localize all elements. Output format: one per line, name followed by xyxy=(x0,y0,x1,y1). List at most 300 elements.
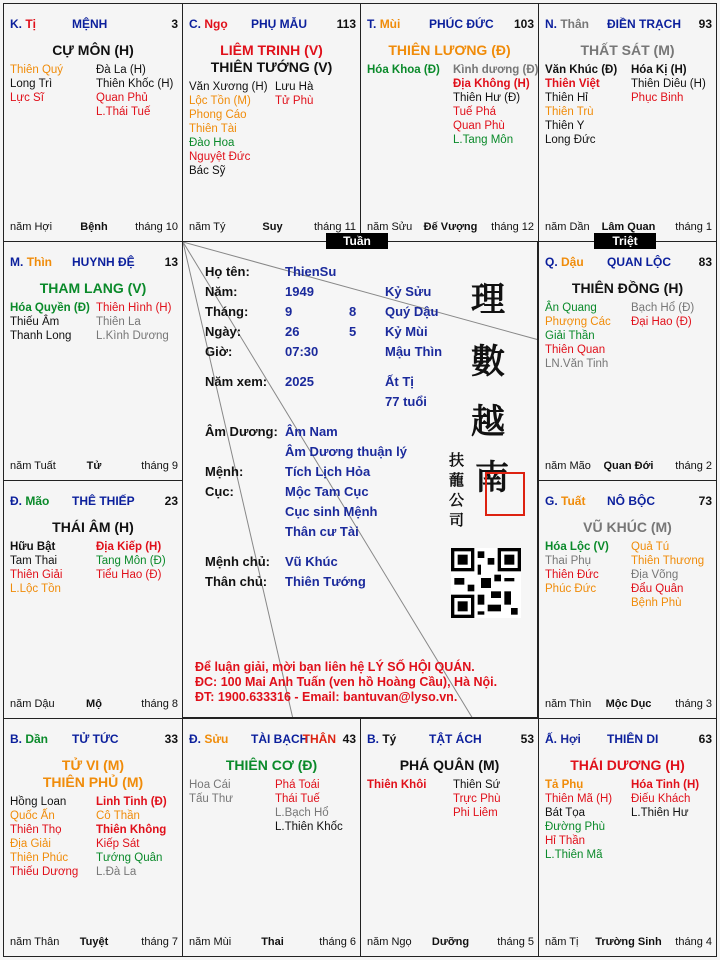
palace-name: PHỤ MẪU xyxy=(251,17,307,31)
minor-star: Thiên Khốc (H) xyxy=(96,78,174,90)
minor-star: Thiên Hình (H) xyxy=(96,302,172,314)
seal-char-2: 數 xyxy=(471,342,505,382)
hour-value: 07:30 xyxy=(285,344,319,359)
small-seal-column xyxy=(449,450,467,530)
palace-stage: Mộc Dục xyxy=(605,698,652,710)
small-seal-char: 司 xyxy=(449,511,465,529)
palace-stage: Tử xyxy=(86,460,102,472)
palace-stage: Suy xyxy=(262,221,283,233)
minor-star: Đại Hao (Đ) xyxy=(631,316,692,328)
minor-stars-left xyxy=(189,778,233,806)
minor-star: Thai Phụ xyxy=(545,555,592,567)
minor-stars-right xyxy=(631,540,704,610)
am-duong-value: Âm Nam xyxy=(285,424,338,439)
palace-number: 93 xyxy=(698,17,712,31)
main-star: THẤT SÁT (M) xyxy=(580,42,675,58)
minor-stars-right xyxy=(453,778,501,820)
month-can-chi: Quý Dậu xyxy=(385,304,439,319)
main-stars xyxy=(539,42,716,59)
minor-stars-left xyxy=(367,63,440,77)
than-chu-value: Thiên Tướng xyxy=(285,574,366,589)
minor-star: L.Tang Môn xyxy=(453,134,514,146)
minor-star: Địa Võng xyxy=(631,569,679,581)
minor-stars-left xyxy=(545,778,612,862)
minor-stars-left xyxy=(189,80,268,178)
palace-branch: N. Thân xyxy=(545,17,590,31)
minor-star: Thiên Thương xyxy=(631,555,705,567)
main-stars xyxy=(183,757,360,774)
palace-name: ĐIỀN TRẠCH xyxy=(607,17,681,31)
minor-star: Tả Phụ xyxy=(545,779,584,791)
minor-star: Tử Phù xyxy=(275,95,314,107)
main-star: THAM LANG (V) xyxy=(39,280,147,296)
minor-star: Thiên Việt xyxy=(545,78,600,90)
palace-name: TỬ TỨC xyxy=(72,732,119,746)
main-stars xyxy=(4,42,182,59)
main-stars xyxy=(539,519,716,536)
minor-star: Kiếp Sát xyxy=(96,838,140,850)
main-star: LIÊM TRINH (V) xyxy=(220,42,323,58)
minor-star: Cô Thần xyxy=(96,810,140,822)
palace-month: tháng 4 xyxy=(675,936,712,948)
minor-star: Đẩu Quân xyxy=(631,583,684,595)
minor-star: L.Lộc Tồn xyxy=(10,583,61,595)
minor-star: Tấu Thư xyxy=(189,793,233,805)
palace-footer xyxy=(367,221,534,235)
minor-star: L.Thiên Hư xyxy=(631,807,689,819)
palace-stage: Thai xyxy=(261,936,284,948)
palace-footer xyxy=(10,221,178,235)
palace-name: HUYNH ĐỆ xyxy=(72,255,135,269)
palace-year: năm Thân xyxy=(10,936,60,948)
minor-star: L.Thiên Mã xyxy=(545,849,603,861)
palace-name: TÀI BẠCH xyxy=(251,732,309,746)
minor-star: Thiên La xyxy=(96,316,141,328)
palace-footer xyxy=(545,936,712,950)
palace-stage: Đế Vượng xyxy=(423,221,478,233)
palace-dan xyxy=(3,718,183,957)
minor-star: Hồng Loan xyxy=(10,796,67,808)
month-label: Tháng: xyxy=(205,304,249,319)
tuan-tag: Tuần xyxy=(326,233,388,249)
minor-star: Hỉ Thần xyxy=(545,835,586,847)
minor-star: Lực Sĩ xyxy=(10,92,44,104)
small-seal-char: 蘢 xyxy=(449,471,465,489)
minor-star: Thanh Long xyxy=(10,330,72,342)
minor-stars-left xyxy=(545,63,617,147)
palace-header xyxy=(10,494,178,510)
minor-star: Phục Binh xyxy=(631,92,684,104)
palace-number: 113 xyxy=(336,17,356,31)
minor-star: Thiên Giải xyxy=(10,569,63,581)
palace-number: 43 xyxy=(342,732,356,746)
palace-thin xyxy=(3,241,183,481)
minor-star: Phong Cáo xyxy=(189,109,247,121)
main-stars xyxy=(4,519,182,536)
minor-star: Hữu Bật xyxy=(10,541,56,553)
hour-can-chi: Mậu Thìn xyxy=(385,344,443,359)
year-value: 1949 xyxy=(285,284,314,299)
minor-star: Long Đức xyxy=(545,134,596,146)
palace-number: 103 xyxy=(513,17,534,31)
minor-stars-left xyxy=(10,63,63,105)
palace-header xyxy=(545,732,712,748)
day-can-chi: Kỷ Mùi xyxy=(385,324,428,339)
palace-branch: C. Ngọ xyxy=(189,17,228,31)
minor-star: Thiên Tài xyxy=(189,123,237,135)
palace-branch: M. Thìn xyxy=(10,255,53,269)
small-seal-char: 公 xyxy=(449,491,465,509)
palace-ngo xyxy=(182,3,361,242)
minor-star: L.Bạch Hổ xyxy=(275,807,329,819)
minor-star: Tiểu Hao (Đ) xyxy=(96,569,162,581)
palace-header xyxy=(367,17,534,33)
palace-year: năm Tị xyxy=(545,936,579,948)
palace-month: tháng 3 xyxy=(675,698,712,710)
minor-star: Nguyệt Đức xyxy=(189,151,251,163)
minor-star: L.Thái Tuế xyxy=(96,106,151,118)
main-star: THÁI ÂM (H) xyxy=(52,519,134,535)
minor-star: Địa Giải xyxy=(10,838,51,850)
minor-star: Hóa Quyền (Đ) xyxy=(10,302,90,314)
main-star: THIÊN ĐỒNG (H) xyxy=(571,280,684,296)
view-year-can-chi: Ất Tị xyxy=(385,374,414,389)
minor-star: Phúc Đức xyxy=(545,583,597,595)
palace-branch: Đ. Mão xyxy=(10,494,50,508)
palace-name: TẬT ÁCH xyxy=(429,732,482,746)
palace-month: tháng 8 xyxy=(141,698,178,710)
palace-branch: T. Mùi xyxy=(367,17,401,31)
menh-value: Tích Lịch Hỏa xyxy=(285,464,371,479)
minor-star: Phượng Các xyxy=(545,316,611,328)
palace-number: 23 xyxy=(164,494,178,508)
palace-footer xyxy=(545,698,712,712)
palace-year: năm Tuất xyxy=(10,460,56,472)
palace-year: năm Ngọ xyxy=(367,936,412,948)
view-year-label: Năm xem: xyxy=(205,374,268,389)
palace-header xyxy=(545,17,712,33)
minor-star: Thiên Đức xyxy=(545,569,599,581)
day-value-lunar: 5 xyxy=(349,324,357,339)
palace-footer xyxy=(189,936,356,950)
palace-branch: Ấ. Hợi xyxy=(545,732,581,746)
minor-star: Địa Kiếp (H) xyxy=(96,541,162,553)
minor-star: Thiên Quý xyxy=(10,64,64,76)
main-stars xyxy=(183,42,360,76)
triet-tag: Triệt xyxy=(594,233,656,249)
minor-star: Hóa Kị (H) xyxy=(631,64,687,76)
minor-star: Phi Liêm xyxy=(453,807,498,819)
year-can-chi: Kỷ Sửu xyxy=(385,284,432,299)
main-star: THIÊN TƯỚNG (V) xyxy=(210,59,333,75)
am-duong-note: Âm Dương thuận lý xyxy=(285,444,407,459)
palace-header xyxy=(189,17,356,33)
main-star: THIÊN LƯƠNG (Đ) xyxy=(388,42,511,58)
minor-star: Bệnh Phù xyxy=(631,597,682,609)
main-star: THÁI DƯƠNG (H) xyxy=(570,757,685,773)
minor-stars-right xyxy=(96,63,173,119)
palace-stage: Quan Đới xyxy=(603,460,654,472)
palace-stage: Mộ xyxy=(86,698,102,710)
minor-star: Quan Phù xyxy=(453,120,505,132)
minor-stars-right xyxy=(275,80,313,108)
am-duong-label: Âm Dương: xyxy=(205,424,278,439)
cuc-value: Mộc Tam Cục xyxy=(285,484,369,499)
contact-block xyxy=(195,660,497,705)
minor-star: Thiên Diêu (H) xyxy=(631,78,706,90)
minor-star: Thiên Hư (Đ) xyxy=(453,92,521,104)
month-value: 9 xyxy=(285,304,293,319)
palace-month: tháng 7 xyxy=(141,936,178,948)
palace-year: năm Sửu xyxy=(367,221,413,233)
palace-branch: G. Tuất xyxy=(545,494,586,508)
palace-number: 53 xyxy=(520,732,534,746)
minor-star: Lộc Tồn (M) xyxy=(189,95,251,107)
contact-line-3: ĐT: 1900.633316 - Email: bantuvan@lyso.vn. xyxy=(195,690,458,704)
minor-stars-left xyxy=(10,540,62,596)
day-value: 26 xyxy=(285,324,300,339)
palace-number: 3 xyxy=(171,17,178,31)
menh-chu-value: Vũ Khúc xyxy=(285,554,338,569)
minor-star: Hóa Khoa (Đ) xyxy=(367,64,440,76)
seal-char-1: 理 xyxy=(471,280,505,320)
minor-star: L.Kình Dương xyxy=(96,330,169,342)
minor-star: Trực Phù xyxy=(453,793,501,805)
palace-name: MỆNH xyxy=(72,17,108,31)
minor-star: Tang Môn (Đ) xyxy=(96,555,166,567)
seal-char-4: 南 xyxy=(475,458,509,498)
qr-code-icon xyxy=(451,548,521,618)
main-star: TỬ VI (M) xyxy=(61,757,125,773)
palace-mao xyxy=(3,480,183,719)
palace-tuat xyxy=(538,480,717,719)
main-star: PHÁ QUÂN (M) xyxy=(399,757,500,773)
palace-header xyxy=(10,732,178,748)
palace-branch: K. Tị xyxy=(10,17,37,31)
age-value: 77 tuổi xyxy=(385,394,427,409)
palace-year: năm Dần xyxy=(545,221,590,233)
palace-footer xyxy=(367,936,534,950)
name-label: Họ tên: xyxy=(205,264,250,279)
palace-branch: B. Tý xyxy=(367,732,397,746)
main-stars xyxy=(361,42,538,59)
main-star: CỰ MÔN (H) xyxy=(52,42,134,58)
palace-name: PHÚC ĐỨC xyxy=(429,17,494,31)
minor-star: Đường Phù xyxy=(545,821,605,833)
minor-star: Giải Thần xyxy=(545,330,595,342)
view-year-value: 2025 xyxy=(285,374,314,389)
name-value: ThienSu xyxy=(285,264,337,279)
minor-star: Thiếu Âm xyxy=(10,316,60,328)
than-badge: THÂN xyxy=(302,732,336,746)
palace-header xyxy=(189,732,356,748)
main-stars xyxy=(539,757,716,774)
palace-name: NÔ BỘC xyxy=(607,494,655,508)
cuc-note-1: Cục sinh Mệnh xyxy=(285,504,378,519)
minor-star: Thiên Khôi xyxy=(367,779,427,791)
small-seal-char: 扶 xyxy=(449,451,465,469)
palace-month: tháng 11 xyxy=(313,221,356,233)
minor-star: Quốc Ấn xyxy=(10,810,55,822)
palace-number: 83 xyxy=(698,255,712,269)
minor-star: Tướng Quân xyxy=(96,852,163,864)
minor-star: L.Thiên Khốc xyxy=(275,821,343,833)
main-stars xyxy=(539,280,716,297)
minor-stars-left xyxy=(10,301,90,343)
day-label: Ngày: xyxy=(205,324,242,339)
minor-star: Thiên Không xyxy=(96,824,167,836)
palace-ti xyxy=(3,3,183,242)
minor-star: Thiếu Dương xyxy=(10,866,79,878)
palace-suu xyxy=(182,718,361,957)
main-star: THIÊN CƠ (Đ) xyxy=(225,757,318,773)
palace-name: QUAN LỘC xyxy=(607,255,671,269)
contact-line-2: ĐC: 100 Mai Anh Tuấn (ven hồ Hoàng Cầu), Hà Nội. xyxy=(195,675,498,689)
palace-month: tháng 6 xyxy=(319,936,356,948)
palace-year: năm Mão xyxy=(545,460,591,472)
minor-star: Hóa Lộc (V) xyxy=(545,541,609,553)
palace-header xyxy=(10,255,178,271)
palace-year: năm Thìn xyxy=(545,698,592,710)
minor-star: Thiên Thọ xyxy=(10,824,62,836)
minor-star: L.Đà La xyxy=(96,866,137,878)
red-seal-stamp xyxy=(485,472,525,516)
palace-number: 73 xyxy=(698,494,712,508)
seal-char-3: 越 xyxy=(471,402,505,442)
minor-stars-left xyxy=(545,540,609,596)
minor-star: Tam Thai xyxy=(10,555,58,567)
cuc-note-2: Thân cư Tài xyxy=(285,524,359,539)
cuc-label: Cục: xyxy=(205,484,234,499)
than-chu-label: Thân chủ: xyxy=(205,574,268,589)
palace-branch: B. Dần xyxy=(10,732,49,746)
year-label: Năm: xyxy=(205,284,238,299)
palace-branch: Đ. Sửu xyxy=(189,732,229,746)
palace-number: 63 xyxy=(698,732,712,746)
center-info-panel xyxy=(182,241,538,718)
palace-month: tháng 10 xyxy=(135,221,178,233)
minor-star: LN.Văn Tinh xyxy=(545,358,609,370)
palace-year: năm Hợi xyxy=(10,221,53,233)
minor-star: Thiên Phúc xyxy=(10,852,69,864)
minor-star: Văn Xương (H) xyxy=(189,81,268,93)
minor-star: Thái Tuế xyxy=(275,793,320,805)
hour-label: Giờ: xyxy=(205,344,233,359)
minor-stars-right xyxy=(96,540,166,582)
palace-number: 33 xyxy=(164,732,178,746)
palace-footer xyxy=(10,698,178,712)
palace-month: tháng 5 xyxy=(497,936,534,948)
minor-star: Quả Tú xyxy=(631,541,670,553)
minor-stars-right xyxy=(275,778,343,834)
minor-stars-right xyxy=(96,301,171,343)
palace-year: năm Dậu xyxy=(10,698,55,710)
minor-star: Hóa Tinh (H) xyxy=(631,779,700,791)
menh-chu-label: Mệnh chủ: xyxy=(205,554,270,569)
minor-stars-right xyxy=(96,795,167,879)
minor-star: Thiên Y xyxy=(545,120,585,132)
main-stars xyxy=(4,757,182,791)
minor-star: Đào Hoa xyxy=(189,137,235,149)
palace-stage: Dưỡng xyxy=(431,936,470,948)
palace-month: tháng 1 xyxy=(675,221,712,233)
palace-stage: Lâm Quan xyxy=(601,221,656,233)
main-stars xyxy=(4,280,182,297)
palace-month: tháng 9 xyxy=(141,460,178,472)
palace-footer xyxy=(10,460,178,474)
palace-header xyxy=(545,494,712,510)
minor-stars-left xyxy=(367,778,426,792)
palace-mui xyxy=(360,3,539,242)
menh-label: Mệnh: xyxy=(205,464,244,479)
palace-year: năm Mùi xyxy=(189,936,232,948)
minor-star: Linh Tinh (Đ) xyxy=(96,796,167,808)
main-star: THIÊN PHỦ (M) xyxy=(42,774,144,790)
minor-star: Văn Khúc (Đ) xyxy=(545,64,618,76)
minor-star: Đà La (H) xyxy=(96,64,146,76)
minor-star: Phá Toái xyxy=(275,779,320,791)
palace-footer xyxy=(545,460,712,474)
palace-ty xyxy=(360,718,539,957)
minor-stars-right xyxy=(631,778,699,820)
contact-line-1: Để luận giải, mời bạn liên hệ LÝ SỐ HỘI QUÁN. xyxy=(195,660,475,674)
minor-star: Kình dương (Đ) xyxy=(453,64,539,76)
minor-star: Thiên Trù xyxy=(545,106,594,118)
palace-name: THIÊN DI xyxy=(607,732,659,746)
palace-year: năm Tý xyxy=(189,221,226,233)
palace-stage: Trường Sinh xyxy=(595,936,662,948)
month-value-lunar: 8 xyxy=(349,304,357,319)
minor-stars-right xyxy=(631,301,694,329)
palace-footer xyxy=(10,936,178,950)
palace-month: tháng 12 xyxy=(491,221,534,233)
minor-star: Địa Không (H) xyxy=(453,78,530,90)
minor-star: Thiên Quan xyxy=(545,344,606,356)
palace-stage: Bệnh xyxy=(80,221,108,233)
minor-star: Quan Phủ xyxy=(96,92,148,104)
palace-stage: Tuyệt xyxy=(79,936,109,948)
palace-month: tháng 2 xyxy=(675,460,712,472)
palace-dau xyxy=(538,241,717,481)
minor-star: Bạch Hổ (Đ) xyxy=(631,302,695,314)
palace-header xyxy=(10,17,178,33)
main-star: VŨ KHÚC (M) xyxy=(583,519,672,535)
minor-star: Ân Quang xyxy=(545,302,597,314)
palace-header xyxy=(545,255,712,271)
palace-name: THÊ THIẾP xyxy=(72,494,135,508)
palace-hoi xyxy=(538,718,717,957)
minor-stars-right xyxy=(631,63,706,105)
minor-star: Tuế Phá xyxy=(453,106,497,118)
minor-star: Hoa Cái xyxy=(189,779,231,791)
palace-than xyxy=(538,3,717,242)
palace-header xyxy=(367,732,534,748)
minor-stars-left xyxy=(10,795,78,879)
minor-star: Bát Tọa xyxy=(545,807,586,819)
palace-branch: Q. Dậu xyxy=(545,255,584,269)
minor-star: Điếu Khách xyxy=(631,793,691,805)
palace-number: 13 xyxy=(164,255,178,269)
minor-star: Thiên Hỉ xyxy=(545,92,588,104)
minor-stars-right xyxy=(453,63,538,147)
minor-stars-left xyxy=(545,301,611,371)
minor-star: Lưu Hà xyxy=(275,81,314,93)
minor-star: Thiên Sứ xyxy=(453,779,501,791)
main-stars xyxy=(361,757,538,774)
minor-star: Long Trì xyxy=(10,78,53,90)
minor-star: Thiên Mã (H) xyxy=(545,793,613,805)
minor-star: Bác Sỹ xyxy=(189,165,226,177)
